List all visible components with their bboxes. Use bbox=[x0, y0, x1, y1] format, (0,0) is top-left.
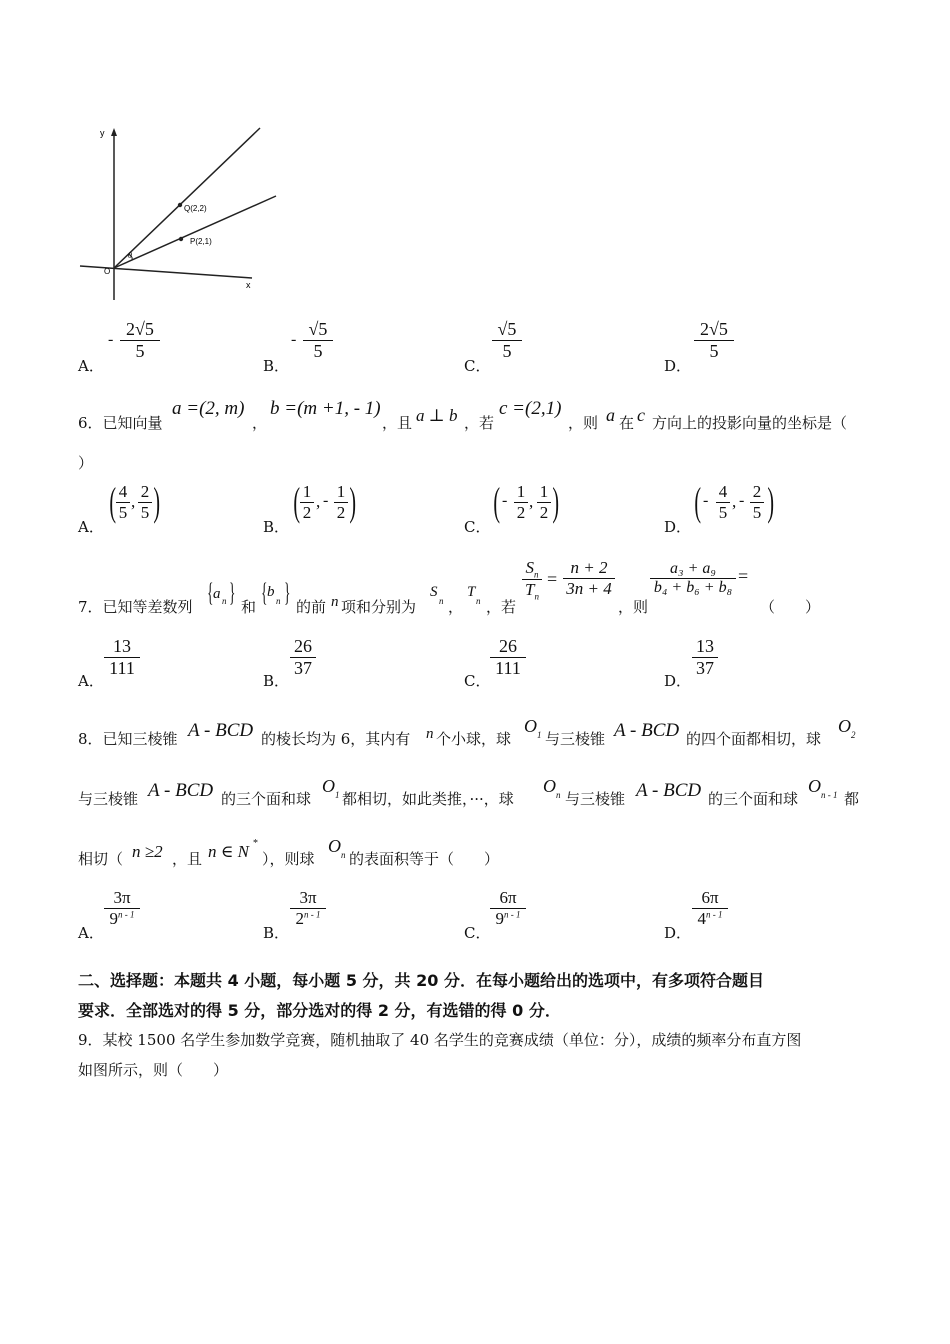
q6-option-label-c: C． bbox=[464, 518, 491, 536]
q-label: Q(2,2) bbox=[184, 204, 207, 213]
q6-var-c: c bbox=[637, 405, 645, 425]
q5-option-label-a: A． bbox=[78, 357, 104, 375]
q6-text-7: ） bbox=[78, 454, 94, 472]
q8-line3-a: 相切（ bbox=[78, 850, 124, 868]
q8-On-c: O bbox=[328, 836, 341, 856]
q8-cond1: n ≥2 bbox=[132, 842, 163, 861]
q8-line1-b: 的棱长均为 6，其内有 bbox=[261, 730, 411, 748]
q8-line2-f: 都 bbox=[844, 790, 860, 808]
q7-option-b-fraction: 26 37 bbox=[290, 636, 316, 679]
q8-line2-e: 的三个面和球 bbox=[708, 790, 799, 808]
q6-text-1: 6．已知向量 bbox=[78, 414, 163, 432]
q8-cond2: n ∈ N bbox=[208, 842, 249, 861]
q8-line3-d: 的表面积等于（ ） bbox=[349, 850, 500, 868]
q6-text-3: ，若 bbox=[464, 414, 495, 432]
q7-option-label-d: D． bbox=[664, 672, 692, 690]
q5-option-a-sign: - bbox=[108, 331, 114, 348]
y-axis-arrow bbox=[111, 128, 117, 136]
q8-line1-a: 8．已知三棱锥 bbox=[78, 730, 178, 748]
q8-tetrahedron-3: A - BCD bbox=[148, 780, 214, 801]
p-label: P(2,1) bbox=[190, 237, 212, 246]
q8-line1-c: 个小球，球 bbox=[436, 730, 512, 748]
q8-line2-d: 与三棱锥 bbox=[565, 790, 626, 808]
q7-target-fraction: a₃ + a₉ b₄ + b₆ + b₈ bbox=[650, 560, 736, 597]
q7-text-4: ，若 bbox=[486, 598, 517, 616]
q8-O2: O bbox=[838, 716, 851, 736]
q8-n: n bbox=[426, 726, 434, 742]
q8-option-b-fraction: 3π 2$^{n - 1}$ bbox=[290, 888, 326, 929]
q7-text-1: 7．已知等差数列 bbox=[78, 598, 193, 616]
q8-O2-sub: 2 bbox=[851, 730, 856, 740]
q8-option-label-c: C． bbox=[464, 924, 491, 942]
q7-ratio-lhs: $S_n$ $T_n$ bbox=[522, 558, 542, 602]
q8-line1-d: 与三棱锥 bbox=[545, 730, 606, 748]
q8-line2-c: 都相切，如此类推，···，球 bbox=[342, 790, 514, 808]
x-label: x bbox=[246, 280, 251, 290]
q8-option-label-b: B． bbox=[263, 924, 290, 942]
q5-option-a-fraction: 2√5 5 bbox=[120, 319, 160, 362]
q7-option-a-fraction: 13 111 bbox=[104, 636, 140, 679]
point-q bbox=[178, 203, 182, 207]
q8-O1: O bbox=[524, 716, 537, 736]
q7-Sn: S bbox=[430, 584, 438, 600]
q5-option-d-fraction: 2√5 5 bbox=[694, 319, 734, 362]
q8-line1-e: 的四个面都相切，球 bbox=[686, 730, 822, 748]
q7-ratio-rhs: n + 2 3n + 4 bbox=[563, 558, 615, 599]
q7-seq-a-sub: n bbox=[222, 596, 227, 606]
q8-line2-b: 的三个面和球 bbox=[221, 790, 312, 808]
q7-and: 和 bbox=[241, 598, 257, 616]
q8-On1-sub: n - 1 bbox=[821, 790, 838, 800]
q5-option-label-c: C． bbox=[464, 357, 491, 375]
q8-option-label-d: D． bbox=[664, 924, 692, 942]
q6-option-label-b: B． bbox=[263, 518, 290, 536]
q7-eq2: = bbox=[738, 566, 749, 586]
q6-text-5: 在 bbox=[619, 414, 635, 432]
q8-line2-a: 与三棱锥 bbox=[78, 790, 139, 808]
q7-text-5: ，则 bbox=[618, 598, 649, 616]
q5-option-c-fraction: √5 5 bbox=[492, 319, 522, 362]
ray-oq bbox=[114, 128, 260, 268]
q7-option-label-b: B． bbox=[263, 672, 290, 690]
q8-O1-b-sub: 1 bbox=[335, 790, 340, 800]
q7-option-d-fraction: 13 37 bbox=[692, 636, 718, 679]
q5-option-b-fraction: √5 5 bbox=[303, 319, 333, 362]
q7-Tn-sub: n bbox=[476, 596, 481, 606]
q8-option-a-fraction: 3π 9$^{n - 1}$ bbox=[104, 888, 140, 929]
q8-O1-b: O bbox=[322, 776, 335, 796]
q6-perp: a ⊥ b bbox=[416, 406, 458, 425]
q7-text-3: 项和分别为 bbox=[341, 598, 417, 616]
q7-seq-a: a bbox=[213, 586, 221, 602]
q7-Sn-sub: n bbox=[439, 596, 444, 606]
q6-option-label-d: D． bbox=[664, 518, 692, 536]
q7-seq-b-sub: n bbox=[276, 596, 281, 606]
q8-O1-sub: 1 bbox=[537, 730, 542, 740]
q7-n: n bbox=[331, 594, 339, 610]
q9-line-2: 如图所示，则（ ） bbox=[78, 1061, 229, 1079]
q6-text-6: 方向上的投影向量的坐标是（ bbox=[652, 414, 848, 432]
q7-option-c-fraction: 26 111 bbox=[490, 636, 526, 679]
q7-seq-b: b bbox=[267, 584, 275, 600]
section-2-line-2: 要求．全部选对的得 5 分，部分选对的得 2 分，有选错的得 0 分． bbox=[78, 1001, 561, 1020]
q7-blank: （ ） bbox=[760, 598, 821, 616]
angle-label: θ bbox=[128, 251, 132, 260]
q7-comma: ， bbox=[448, 598, 464, 616]
q5-option-label-d: D． bbox=[664, 357, 692, 375]
q5-option-label-b: B． bbox=[263, 357, 290, 375]
q8-On-sub: n bbox=[556, 790, 561, 800]
q7-Tn: T bbox=[467, 584, 476, 600]
q7-option-label-a: A． bbox=[78, 672, 104, 690]
coordinate-figure bbox=[70, 120, 290, 310]
q6-vector-a: a =(2, m) bbox=[172, 398, 245, 419]
q7-eq: = bbox=[547, 569, 558, 589]
q6-vector-b: b =(m +1, - 1) bbox=[270, 398, 381, 419]
q7-option-label-c: C． bbox=[464, 672, 491, 690]
q8-On: O bbox=[543, 776, 556, 796]
q8-tetrahedron-1: A - BCD bbox=[188, 720, 254, 741]
q8-tetrahedron-4: A - BCD bbox=[636, 780, 702, 801]
q6-option-label-a: A． bbox=[78, 518, 104, 536]
q8-On1: O bbox=[808, 776, 821, 796]
q6-text-2: ，且 bbox=[382, 414, 413, 432]
q8-line3-b: ，且 bbox=[172, 850, 203, 868]
q8-tetrahedron-2: A - BCD bbox=[614, 720, 680, 741]
section-2-line-1: 二、选择题：本题共 4 小题，每小题 5 分，共 20 分．在每小题给出的选项中，有多项符合题目 bbox=[78, 971, 764, 990]
q6-var-a: a bbox=[606, 405, 615, 425]
q7-text-2: 的前 bbox=[296, 598, 327, 616]
q5-option-b-sign: - bbox=[291, 331, 297, 348]
q6-text-4: ，则 bbox=[568, 414, 599, 432]
point-p bbox=[179, 237, 183, 241]
q9-line-1: 9．某校 1500 名学生参加数学竞赛，随机抽取了 40 名学生的竞赛成绩（单位：分），成绩的频率分布直方图 bbox=[78, 1031, 802, 1049]
y-label: y bbox=[100, 128, 105, 138]
q8-option-d-fraction: 6π 4$^{n - 1}$ bbox=[692, 888, 728, 929]
q8-option-label-a: A． bbox=[78, 924, 104, 942]
q8-line3-c: ），则球 bbox=[262, 850, 315, 868]
q8-star: * bbox=[253, 838, 258, 849]
q8-On-c-sub: n bbox=[341, 850, 346, 860]
origin-label: O bbox=[104, 267, 111, 276]
q6-comma: ， bbox=[252, 414, 268, 432]
q8-option-c-fraction: 6π 9$^{n - 1}$ bbox=[490, 888, 526, 929]
q6-vector-c: c =(2,1) bbox=[499, 398, 562, 419]
